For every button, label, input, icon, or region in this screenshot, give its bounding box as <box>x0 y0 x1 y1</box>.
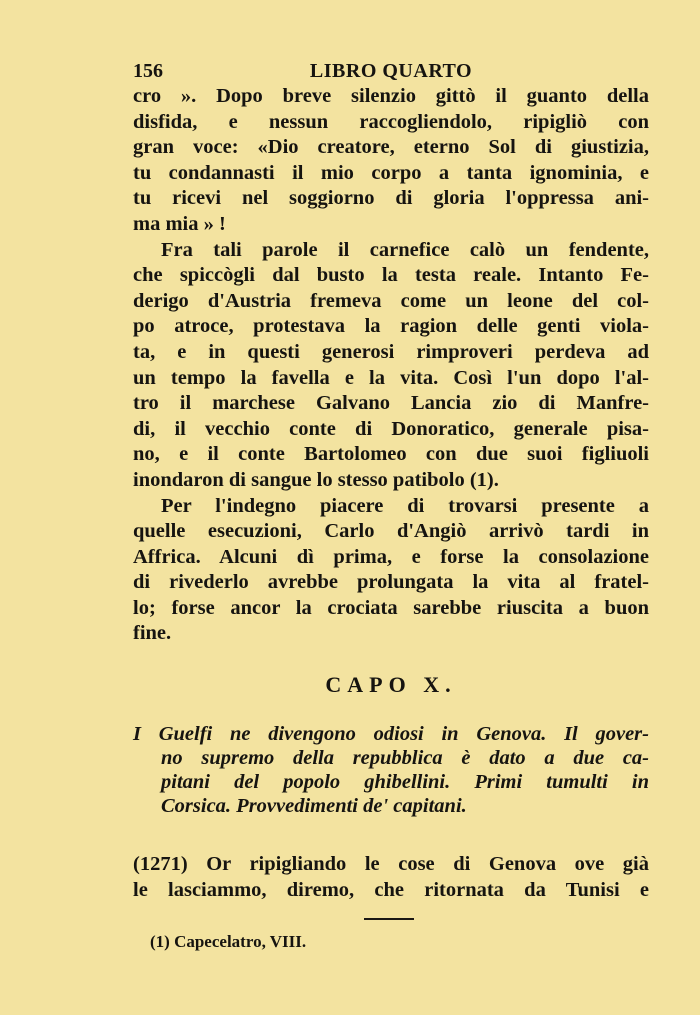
text-line: ta, e in questi generosi rimproveri perdeva ad <box>133 340 649 363</box>
summary-line: no supremo della repubblica è dato a due ca- <box>161 747 649 769</box>
chapter-text-block <box>133 852 649 903</box>
text-line: inondaron di sangue lo stesso patibolo (1). <box>133 468 499 491</box>
text-line: gran voce: «Dio creatore, eterno Sol di giustizia, <box>133 136 649 159</box>
text-line: po atroce, protestava la ragion delle genti viola- <box>133 315 649 338</box>
chapter-summary <box>133 722 649 818</box>
text-line: ma mia » ! <box>133 212 226 235</box>
footnote: (1) Capecelatro, VIII. <box>150 932 307 951</box>
text-line: quelle esecuzioni, Carlo d'Angiò arrivò tardi in <box>133 520 649 543</box>
footnote-divider <box>364 918 414 920</box>
text-line: tro il marchese Galvano Lancia zio di Manfre- <box>133 392 649 415</box>
main-text-block <box>133 84 649 647</box>
running-title: LIBRO QUARTO <box>309 60 473 82</box>
text-line: disfida, e nessun raccogliendolo, ripigliò con <box>133 110 649 133</box>
text-line: le lasciammo, diremo, che ritornata da Tunisi e <box>133 878 649 901</box>
text-line: un tempo la favella e la vita. Così l'un dopo l'al- <box>133 366 649 389</box>
text-line: che spiccògli dal busto la testa reale. Intanto Fe- <box>133 264 649 287</box>
summary-line: I Guelfi ne divengono odiosi in Genova. Il gover- <box>133 723 649 745</box>
text-line: (1271) Or ripigliando le cose di Genova ove già <box>133 853 649 875</box>
text-line: Affrica. Alcuni dì prima, e forse la consolazione <box>133 545 649 568</box>
text-line: tu ricevi nel soggiorno di gloria l'oppressa ani- <box>133 187 649 210</box>
running-head <box>133 60 649 86</box>
text-line: di, il vecchio conte di Donoratico, generale pisa- <box>133 417 649 440</box>
text-line: tu condannasti il mio corpo a tanta ignominia, e <box>133 161 649 184</box>
page-number: 156 <box>133 60 163 82</box>
text-line: cro ». Dopo breve silenzio gittò il guanto della <box>133 85 649 107</box>
text-line: lo; forse ancor la crociata sarebbe riuscita a buon <box>133 596 649 619</box>
text-line: di rivederlo avrebbe prolungata la vita al fratel- <box>133 571 649 594</box>
text-line: Per l'indegno piacere di trovarsi presente a <box>161 494 649 517</box>
summary-line: Corsica. Provvedimenti de' capitani. <box>161 795 467 817</box>
summary-line: pitani del popolo ghibellini. Primi tumulti in <box>161 771 649 793</box>
text-line: no, e il conte Bartolomeo con due suoi figliuoli <box>133 443 649 466</box>
text-line: derigo d'Austria fremeva come un leone del col- <box>133 289 649 312</box>
text-line: Fra tali parole il carnefice calò un fendente, <box>161 238 649 261</box>
chapter-heading: CAPO X. <box>325 672 457 697</box>
text-line: fine. <box>133 622 172 645</box>
